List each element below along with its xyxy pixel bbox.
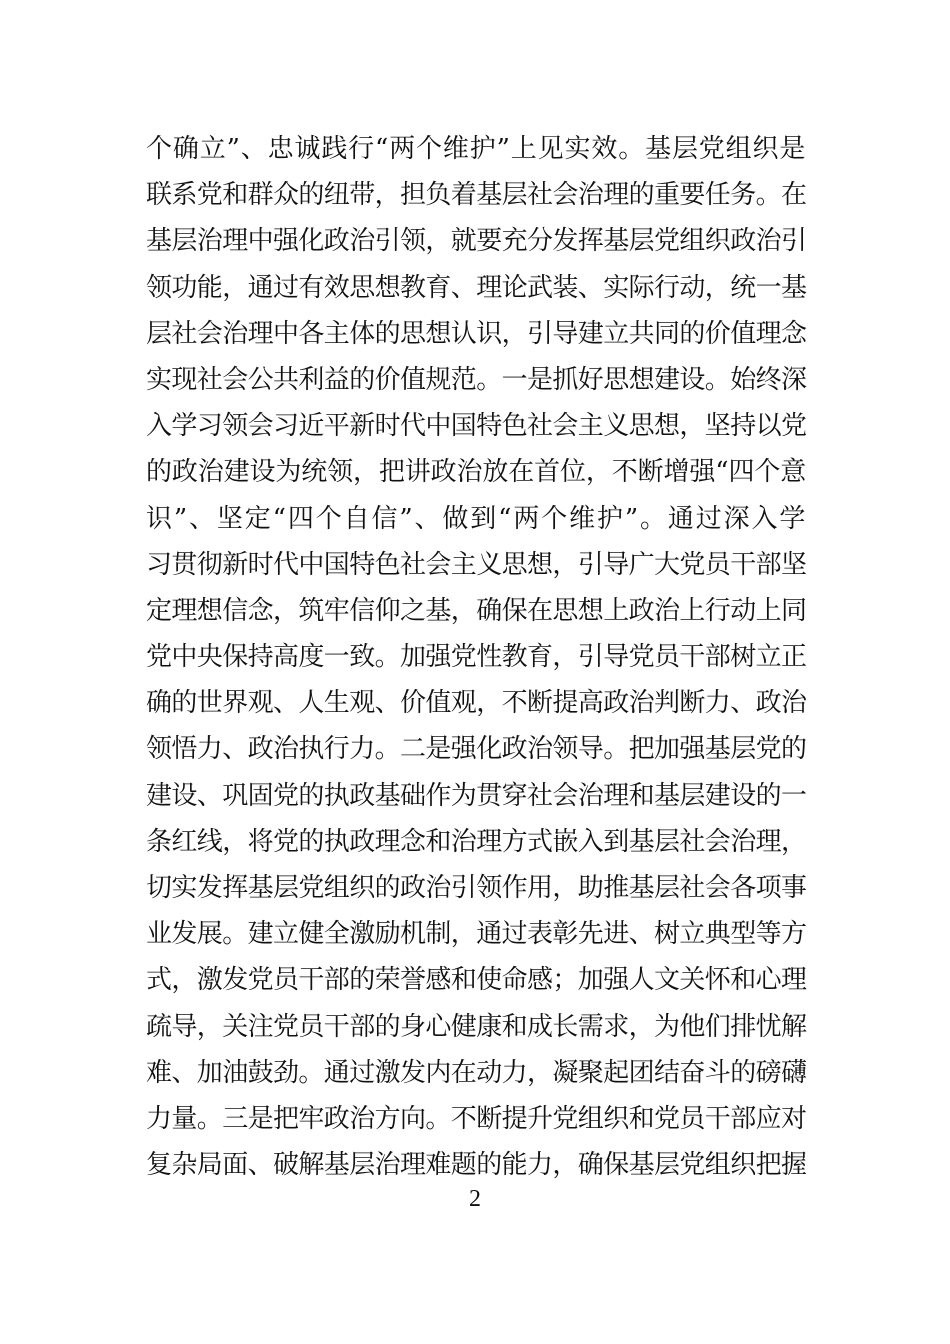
text-line: 习贯彻新时代中国特色社会主义思想，引导广大党员干部坚 [146,549,807,580]
text-line: 式，激发党员干部的荣誉感和使命感；加强人文关怀和心理 [146,965,807,996]
text-line: 个确立”、忠诚践行“两个维护”上见实效。基层党组织是 [146,134,806,164]
text-line: 力量。三是把牢政治方向。不断提升党组织和党员干部应对 [146,1103,807,1134]
page-number: 2 [469,1186,481,1212]
text-line: 层社会治理中各主体的思想认识，引导建立共同的价值理念 [146,318,807,349]
text-line: 联系党和群众的纽带，担负着基层社会治理的重要任务。在 [146,180,807,211]
text-line: 领悟力、政治执行力。二是强化政治领导。把加强基层党的 [146,734,807,765]
text-line: 定理想信念，筑牢信仰之基，确保在思想上政治上行动上同 [146,595,807,626]
text-line: 实现社会公共利益的价值规范。一是抓好思想建设。始终深 [146,364,807,395]
text-line: 条红线，将党的执政理念和治理方式嵌入到基层社会治理， [146,826,807,857]
text-line: 的政治建设为统领，把讲政治放在首位，不断增强“四个意 [146,457,806,488]
text-line: 党中央保持高度一致。加强党性教育，引导党员干部树立正 [146,642,807,673]
body-text [146,126,806,1188]
text-line: 难、加油鼓劲。通过激发内在动力，凝聚起团结奋斗的磅礴 [146,1057,807,1088]
text-line: 建设、巩固党的执政基础作为贯穿社会治理和基层建设的一 [146,780,807,811]
text-line: 切实发挥基层党组织的政治引领作用，助推基层社会各项事 [146,873,807,903]
text-line: 业发展。建立健全激励机制，通过表彰先进、树立典型等方 [146,919,807,950]
text-line: 确的世界观、人生观、价值观，不断提高政治判断力、政治 [146,688,807,719]
text-line: 识”、坚定“四个自信”、做到“两个维护”。通过深入学 [146,503,806,534]
text-line: 疏导，关注党员干部的身心健康和成长需求，为他们排忧解 [146,1011,807,1042]
text-line: 基层治理中强化政治引领，就要充分发挥基层党组织政治引 [146,226,807,257]
text-line: 领功能，通过有效思想教育、理论武装、实际行动，统一基 [146,272,807,303]
text-line: 入学习领会习近平新时代中国特色社会主义思想，坚持以党 [146,411,807,442]
text-line: 复杂局面、破解基层治理难题的能力，确保基层党组织把握 [146,1150,807,1181]
